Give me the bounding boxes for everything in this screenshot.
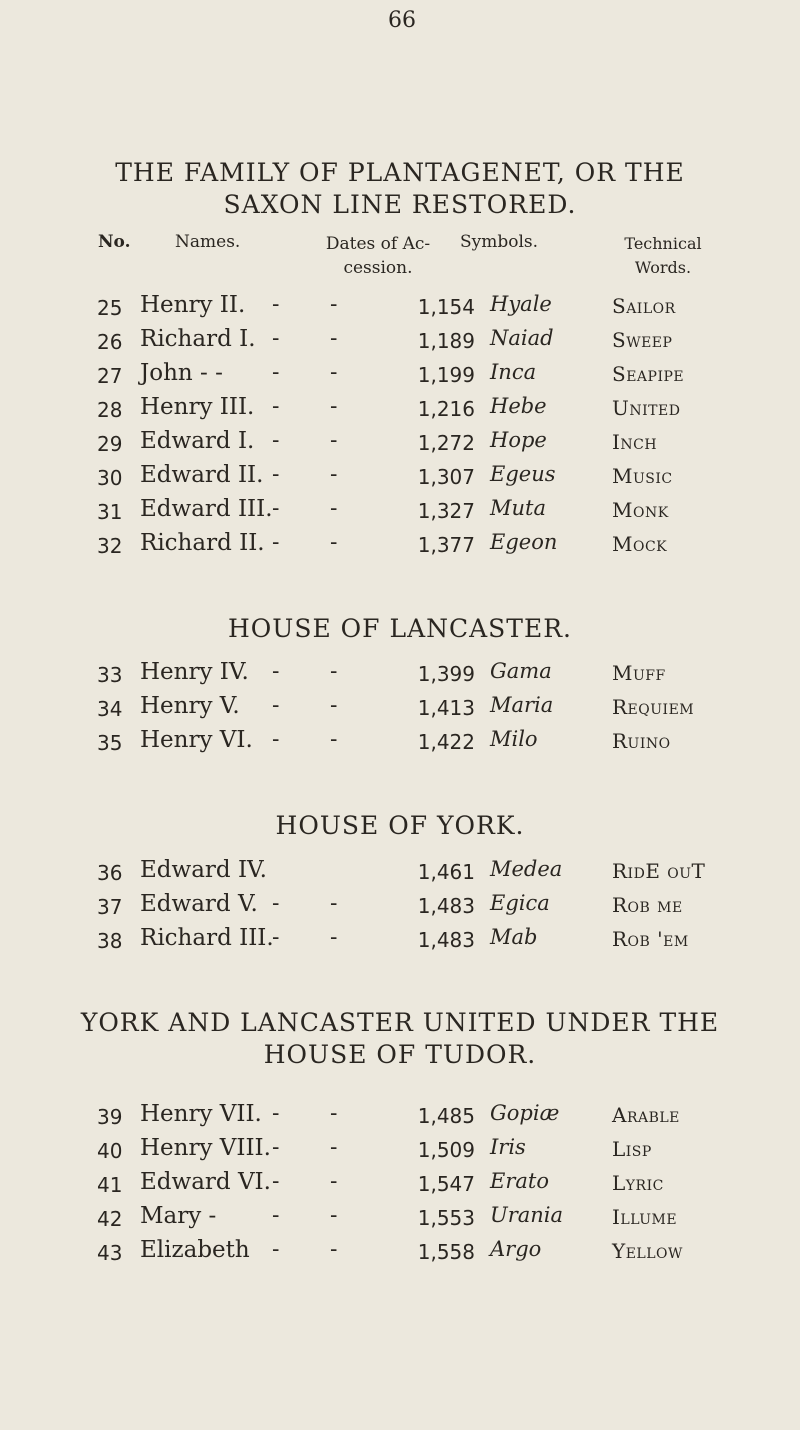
dash-mark: - [330, 1135, 338, 1160]
table-row [0, 925, 800, 961]
accession-year: 1,558 [417, 1240, 475, 1264]
row-number: 36 [97, 861, 123, 885]
table-row [0, 292, 800, 328]
technical-word: United [612, 396, 681, 420]
table-row [0, 1237, 800, 1273]
symbol-word: Muta [490, 496, 546, 520]
accession-year: 1,272 [417, 431, 475, 455]
dash-mark: - [330, 394, 338, 419]
dash-mark: - [272, 462, 280, 487]
page-title-line1: THE FAMILY OF PLANTAGENET, OR THE [115, 158, 685, 187]
table-row [0, 326, 800, 362]
dash-mark: - [330, 1237, 338, 1262]
monarch-name: Edward V. [140, 891, 258, 917]
table-row [0, 693, 800, 729]
technical-word: Illume [612, 1205, 678, 1229]
technical-word: Sailor [612, 294, 676, 318]
symbol-word: Milo [490, 727, 538, 751]
row-number: 40 [97, 1139, 123, 1163]
symbol-word: Maria [490, 693, 554, 717]
monarch-name: Edward III. [140, 496, 273, 522]
technical-word: Mock [612, 532, 668, 556]
symbol-word: Egica [490, 891, 550, 915]
header-dates [288, 232, 468, 280]
dash-mark: - [272, 428, 280, 453]
monarch-name: Henry VII. [140, 1101, 262, 1127]
table-row [0, 428, 800, 464]
symbol-word: Hebe [490, 394, 547, 418]
table-row [0, 1101, 800, 1137]
table-row [0, 462, 800, 498]
dash-mark: - [272, 1101, 280, 1126]
symbol-word: Iris [490, 1135, 526, 1159]
symbol-word: Gopiæ [490, 1101, 560, 1125]
dash-mark: - [272, 292, 280, 317]
header-technical-line2: Words. [634, 258, 692, 277]
technical-word: Seapipe [612, 362, 685, 386]
monarch-name: Edward IV. [140, 857, 267, 883]
technical-word: RidE ouT [612, 859, 706, 883]
section-heading: HOUSE OF YORK. [275, 811, 525, 840]
dash-mark: - [272, 925, 280, 950]
table-row [0, 360, 800, 396]
technical-word: Yellow [612, 1239, 683, 1263]
accession-year: 1,154 [417, 295, 475, 319]
technical-word: Arable [612, 1103, 680, 1127]
row-number: 25 [97, 296, 123, 320]
monarch-name: John - - [140, 360, 223, 386]
monarch-name: Edward VI. [140, 1169, 271, 1195]
table-row [0, 659, 800, 695]
symbol-word: Gama [490, 659, 552, 683]
accession-year: 1,485 [417, 1104, 475, 1128]
dash-mark: - [330, 360, 338, 385]
accession-year: 1,189 [417, 329, 475, 353]
accession-year: 1,377 [417, 533, 475, 557]
row-number: 33 [97, 663, 123, 687]
technical-word: Rob 'em [612, 927, 689, 951]
monarch-name: Edward II. [140, 462, 264, 488]
row-number: 37 [97, 895, 123, 919]
row-number: 35 [97, 731, 123, 755]
dash-mark: - [272, 1169, 280, 1194]
dash-mark: - [272, 1203, 280, 1228]
row-number: 41 [97, 1173, 123, 1197]
row-number: 32 [97, 534, 123, 558]
table-row [0, 530, 800, 566]
section-heading: YORK AND LANCASTER UNITED UNDER THE [80, 1008, 720, 1037]
table-row [0, 496, 800, 532]
symbol-word: Argo [490, 1237, 542, 1261]
dash-mark: - [330, 925, 338, 950]
page-number: 66 [388, 8, 416, 33]
dash-mark: - [272, 1135, 280, 1160]
row-number: 39 [97, 1105, 123, 1129]
monarch-name: Henry II. [140, 292, 246, 318]
accession-year: 1,216 [417, 397, 475, 421]
dash-mark: - [330, 727, 338, 752]
header-symbols: Symbols. [460, 232, 539, 252]
symbol-word: Mab [490, 925, 538, 949]
accession-year: 1,413 [417, 696, 475, 720]
accession-year: 1,509 [417, 1138, 475, 1162]
monarch-name: Henry III. [140, 394, 255, 420]
header-number: No. [98, 232, 131, 252]
technical-word: Inch [612, 430, 658, 454]
monarch-name: Edward I. [140, 428, 255, 454]
technical-word: Requiem [612, 695, 695, 719]
dash-mark: - [330, 1169, 338, 1194]
dash-mark: - [330, 1203, 338, 1228]
dash-mark: - [330, 530, 338, 555]
technical-word: Monk [612, 498, 669, 522]
header-technical-line1: Technical [624, 234, 702, 253]
accession-year: 1,399 [417, 662, 475, 686]
header-names: Names. [175, 232, 241, 252]
accession-year: 1,461 [417, 860, 475, 884]
symbol-word: Hyale [490, 292, 552, 316]
technical-word: Ruino [612, 729, 671, 753]
accession-year: 1,199 [417, 363, 475, 387]
symbol-word: Inca [490, 360, 537, 384]
monarch-name: Richard I. [140, 326, 256, 352]
monarch-name: Richard III. [140, 925, 274, 951]
table-row [0, 1135, 800, 1171]
accession-year: 1,422 [417, 730, 475, 754]
monarch-name: Mary - [140, 1203, 217, 1229]
symbol-word: Erato [490, 1169, 549, 1193]
technical-word: Sweep [612, 328, 673, 352]
table-row [0, 1169, 800, 1205]
accession-year: 1,553 [417, 1206, 475, 1230]
row-number: 43 [97, 1241, 123, 1265]
symbol-word: Urania [490, 1203, 564, 1227]
dash-mark: - [272, 530, 280, 555]
table-row [0, 857, 800, 893]
dash-mark: - [330, 891, 338, 916]
accession-year: 1,483 [417, 894, 475, 918]
symbol-word: Naiad [490, 326, 554, 350]
row-number: 26 [97, 330, 123, 354]
accession-year: 1,547 [417, 1172, 475, 1196]
dash-mark: - [330, 659, 338, 684]
dash-mark: - [272, 693, 280, 718]
dash-mark: - [272, 360, 280, 385]
dash-mark: - [330, 693, 338, 718]
dash-mark: - [330, 326, 338, 351]
technical-word: Music [612, 464, 673, 488]
dash-mark: - [272, 727, 280, 752]
table-row [0, 727, 800, 763]
symbol-word: Egeus [490, 462, 556, 486]
accession-year: 1,327 [417, 499, 475, 523]
dash-mark: - [330, 496, 338, 521]
dash-mark: - [272, 496, 280, 521]
dash-mark: - [330, 428, 338, 453]
header-dates-line2: cession. [343, 258, 413, 278]
monarch-name: Henry VIII. [140, 1135, 271, 1161]
dash-mark: - [272, 891, 280, 916]
row-number: 34 [97, 697, 123, 721]
dash-mark: - [272, 659, 280, 684]
symbol-word: Medea [490, 857, 563, 881]
monarch-name: Henry VI. [140, 727, 253, 753]
row-number: 27 [97, 364, 123, 388]
header-technical-words [603, 232, 723, 280]
dash-mark: - [330, 462, 338, 487]
monarch-name: Henry IV. [140, 659, 249, 685]
symbol-word: Hope [490, 428, 547, 452]
dash-mark: - [330, 292, 338, 317]
row-number: 31 [97, 500, 123, 524]
symbol-word: Egeon [490, 530, 558, 554]
accession-year: 1,307 [417, 465, 475, 489]
table-row [0, 394, 800, 430]
monarch-name: Richard II. [140, 530, 265, 556]
section-heading-line2: HOUSE OF TUDOR. [263, 1040, 537, 1069]
section-heading: HOUSE OF LANCASTER. [227, 614, 572, 643]
page-title-line2: SAXON LINE RESTORED. [223, 190, 577, 219]
row-number: 29 [97, 432, 123, 456]
row-number: 28 [97, 398, 123, 422]
dash-mark: - [330, 1101, 338, 1126]
dash-mark: - [272, 1237, 280, 1262]
technical-word: Rob me [612, 893, 683, 917]
technical-word: Muff [612, 661, 666, 685]
table-row [0, 891, 800, 927]
accession-year: 1,483 [417, 928, 475, 952]
header-dates-line1: Dates of Ac- [325, 234, 431, 254]
table-row [0, 1203, 800, 1239]
monarch-name: Elizabeth [140, 1237, 250, 1263]
technical-word: Lisp [612, 1137, 652, 1161]
dash-mark: - [272, 394, 280, 419]
row-number: 38 [97, 929, 123, 953]
row-number: 30 [97, 466, 123, 490]
technical-word: Lyric [612, 1171, 664, 1195]
monarch-name: Henry V. [140, 693, 240, 719]
dash-mark: - [272, 326, 280, 351]
row-number: 42 [97, 1207, 123, 1231]
